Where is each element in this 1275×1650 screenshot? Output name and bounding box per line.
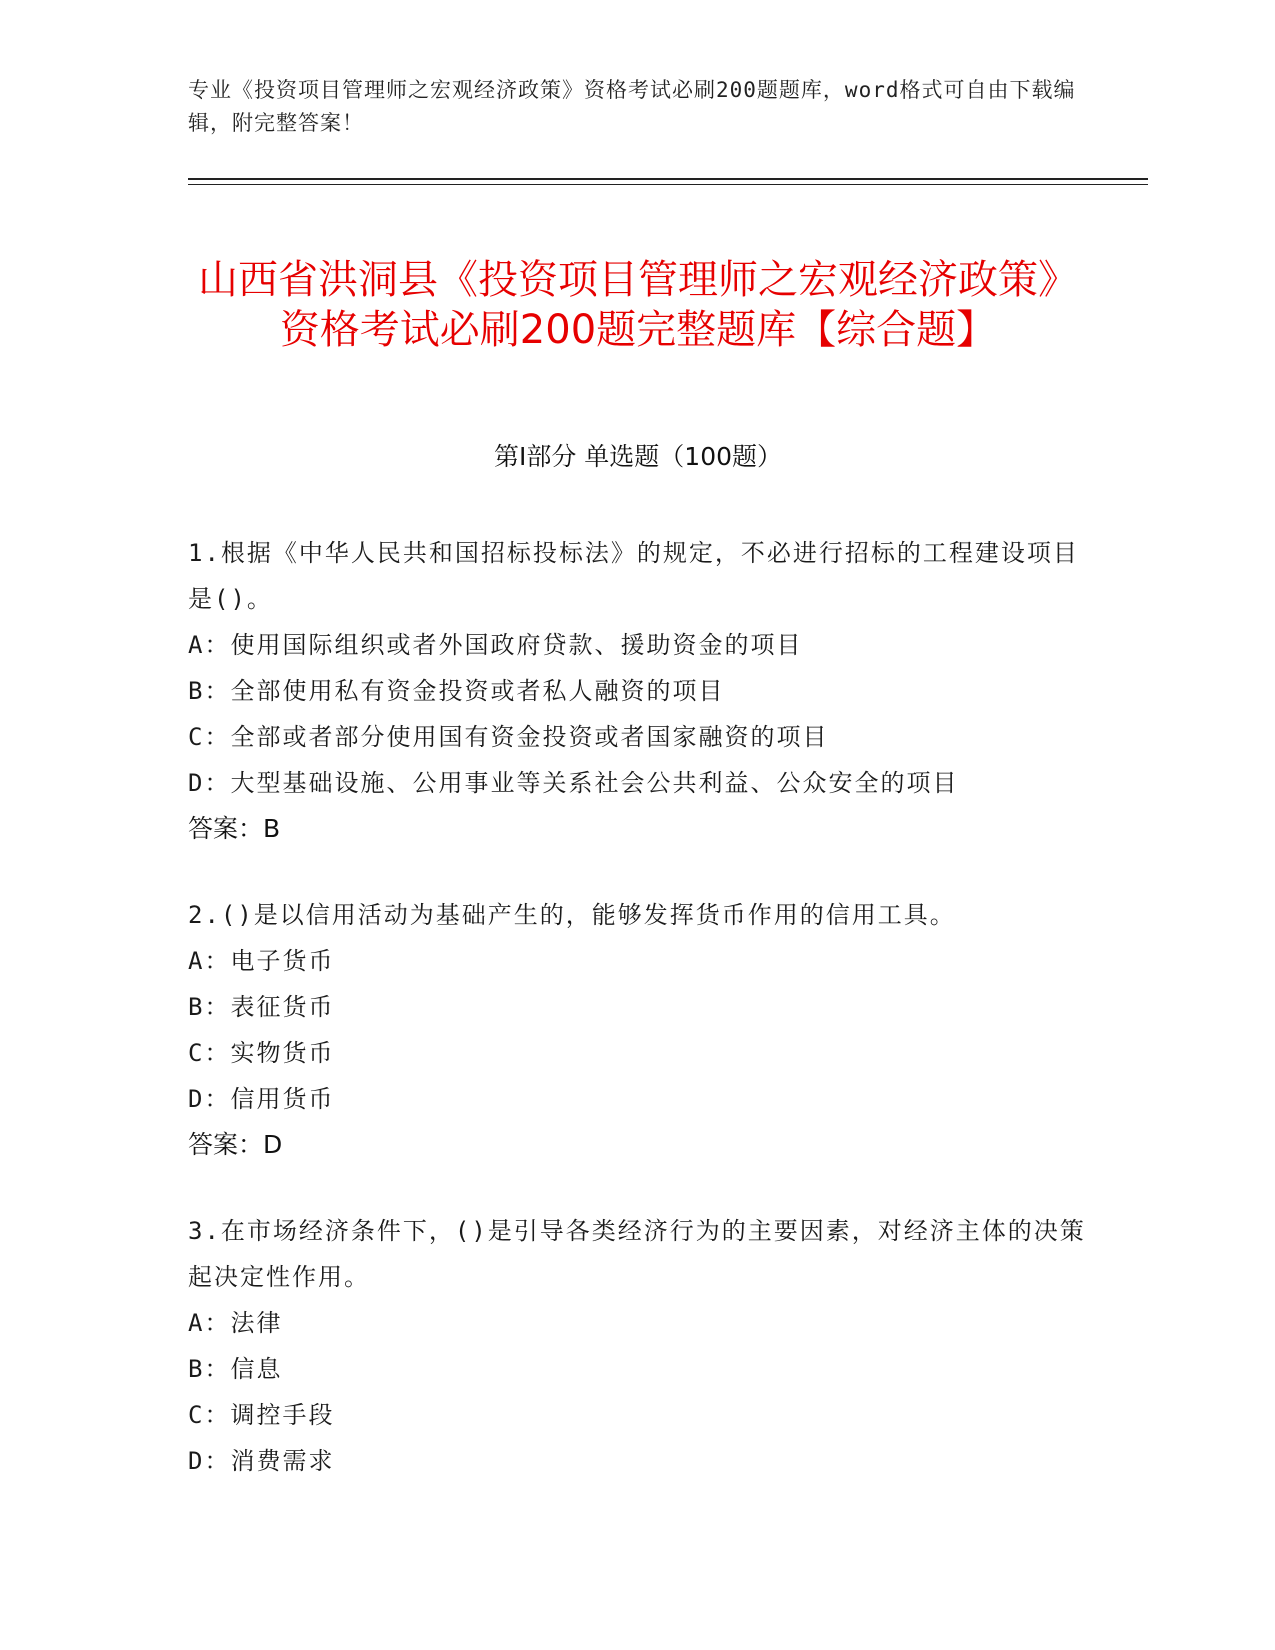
section-heading: 第I部分 单选题（100题） [493,442,783,471]
question-stem: 1.根据《中华人民共和国招标投标法》的规定，不必进行招标的工程建设项目是()。 [188,539,1079,613]
header-rule-thin [188,184,1148,185]
option-c: C：调控手段 [188,1401,335,1429]
question-3 [188,1208,1088,1484]
answer-line: 答案：B [188,814,281,843]
option-a: A：使用国际组织或者外国政府贷款、援助资金的项目 [188,631,803,659]
option-d: D：大型基础设施、公用事业等关系社会公共利益、公众安全的项目 [188,769,959,797]
option-a: A：法律 [188,1309,283,1337]
document-title: 山西省洪洞县《投资项目管理师之宏观经济政策》资格考试必刷200题完整题库【综合题】 [198,256,1078,353]
option-b: B：信息 [188,1355,283,1383]
question-list [188,530,1088,1524]
header-rule-thick [188,178,1148,180]
answer-line: 答案：D [188,1130,283,1159]
question-2 [188,892,1088,1168]
question-stem: 3.在市场经济条件下，()是引导各类经济行为的主要因素，对经济主体的决策起决定性作用。 [188,1217,1086,1291]
option-c: C：实物货币 [188,1039,335,1067]
option-a: A：电子货币 [188,947,335,975]
option-b: B：全部使用私有资金投资或者私人融资的项目 [188,677,725,705]
option-d: D：消费需求 [188,1447,335,1475]
header-note: 专业《投资项目管理师之宏观经济政策》资格考试必刷200题题库，word格式可自由下载编辑，附完整答案！ [188,78,1076,135]
question-1 [188,530,1088,852]
option-c: C：全部或者部分使用国有资金投资或者国家融资的项目 [188,723,829,751]
option-d: D：信用货币 [188,1085,335,1113]
option-b: B：表征货币 [188,993,335,1021]
question-stem: 2.()是以信用活动为基础产生的，能够发挥货币作用的信用工具。 [188,901,956,929]
